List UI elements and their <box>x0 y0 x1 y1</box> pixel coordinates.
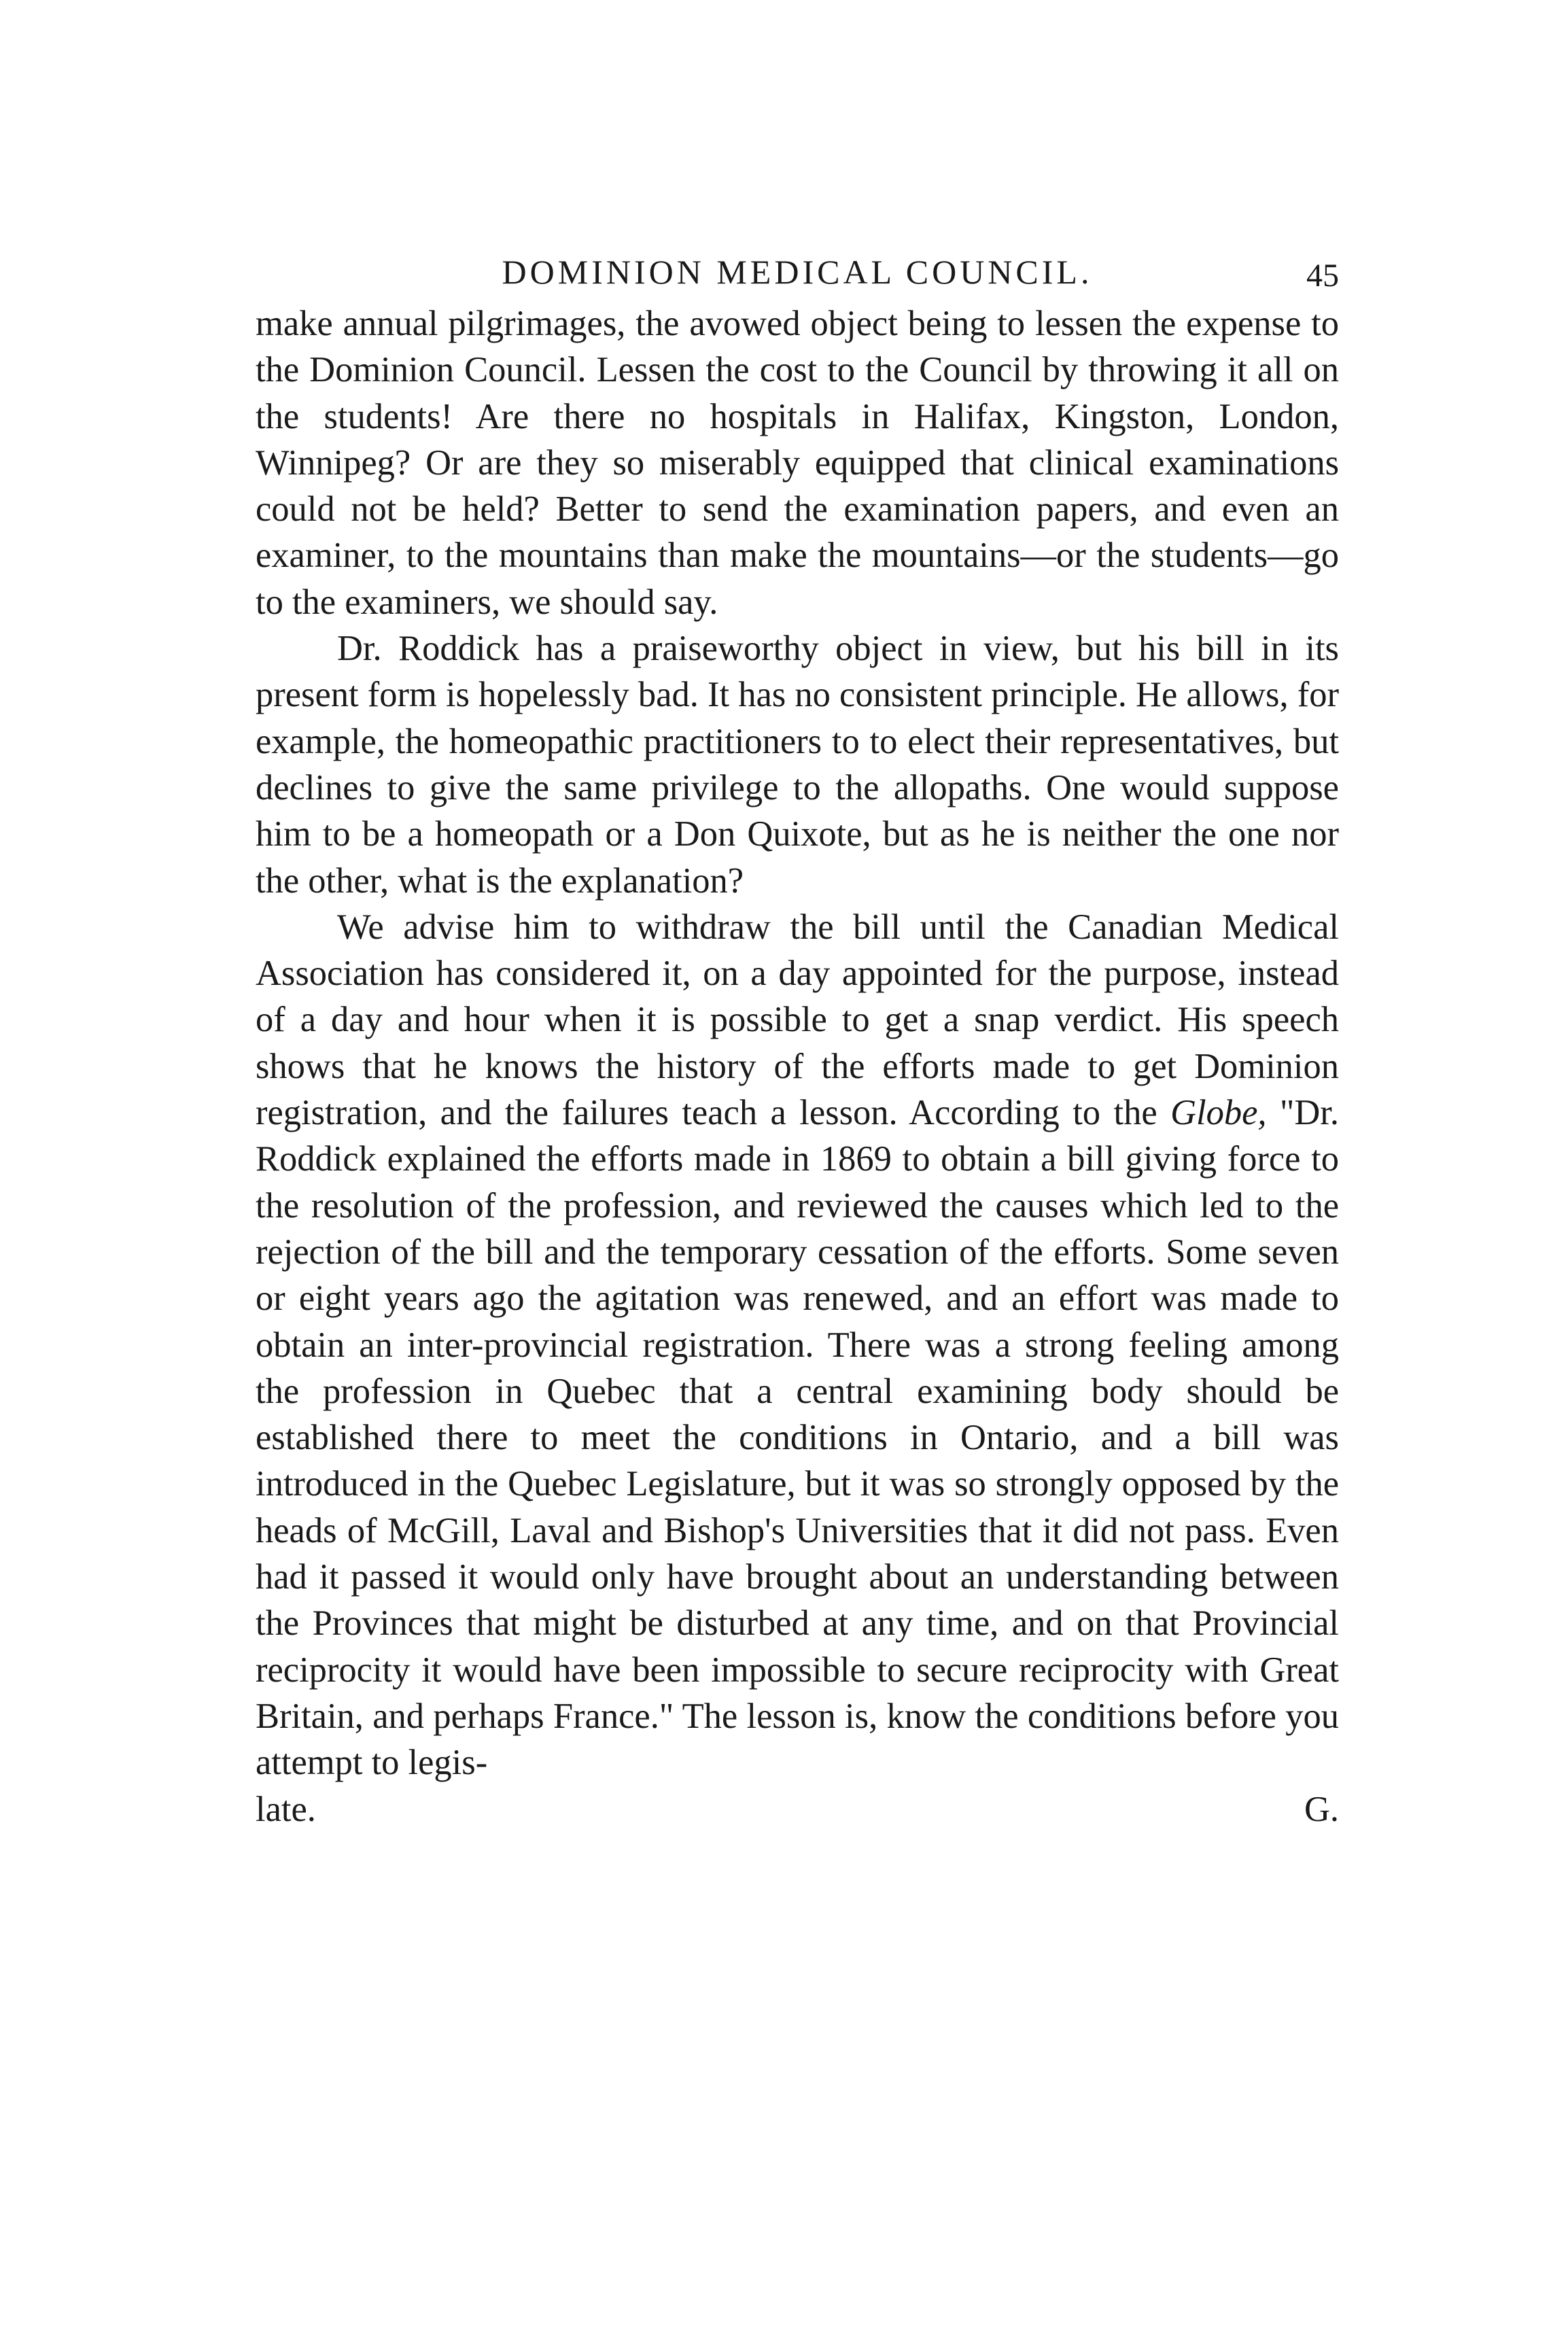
author-signature: G. <box>1304 1789 1339 1829</box>
paragraph-3-text-end: "Dr. Roddick explained the efforts made in 1869 to obtain a bill giving force to the resolution of the profession, and reviewed the causes which led to the rejection of the bill and the temporary cessation of the efforts. Some seven or eight years ago the agitation was renewed, and an effort was made to obtain an inter-provincial registration. There was a strong feeling among the profession in Quebec that a central examining body should be established there to meet the conditions in Ontario, and a bill was introduced in the Quebec Legislature, but it was so strongly opposed by the heads of McGill, Laval and Bishop's Universities that it did not pass. Even had it passed it would only have brought about an understanding between the Provinces that might be disturbed at any time, and on that Provincial reciprocity it would have been impossible to secure reciprocity with Great Britain, and perhaps France." The lesson is, know the conditions before you attempt to legis- <box>256 1093 1339 1783</box>
closing-line <box>256 1786 1339 1832</box>
paragraph-1: make annual pilgrimages, the avowed object being to lessen the expense to the Dominion Council. Lessen the cost to the Council by throwing it all on the students! Are there no hospitals in Halifax, Kingston, London, Winnipeg? Or are they so miserably equipped that clinical examinations could not be held? Better to send the examination papers, and even an examiner, to the mountains than make the mountains—or the students—go to the examiners, we should say. <box>256 304 1339 622</box>
paragraph-3-text-start: We advise him to withdraw the bill until the Canadian Medical Association has considered it, on a day appointed for the purpose, instead of a day and hour when it is possible to get a snap verdict. His speech shows that he knows the history of the efforts made to get Dominion registration, and the failures teach a lesson. According to the <box>256 907 1339 1133</box>
paragraph-2: Dr. Roddick has a praiseworthy object in view, but his bill in its present form is hopelessly bad. It has no consistent principle. He allows, for example, the homeopathic practitioners to to elect their representatives, but declines to give the same privilege to the allopaths. One would suppose him to be a homeopath or a Don Quixote, but as he is neither the one nor the other, what is the explanation? <box>256 629 1339 901</box>
body-text <box>256 300 1339 1832</box>
running-head: DOMINION MEDICAL COUNCIL. <box>502 253 1093 291</box>
page-header <box>256 245 1339 299</box>
newspaper-title: Globe, <box>1170 1093 1267 1133</box>
closing-word: late. <box>256 1789 316 1829</box>
page-number: 45 <box>1306 258 1339 294</box>
paragraph-3 <box>256 904 1339 1786</box>
